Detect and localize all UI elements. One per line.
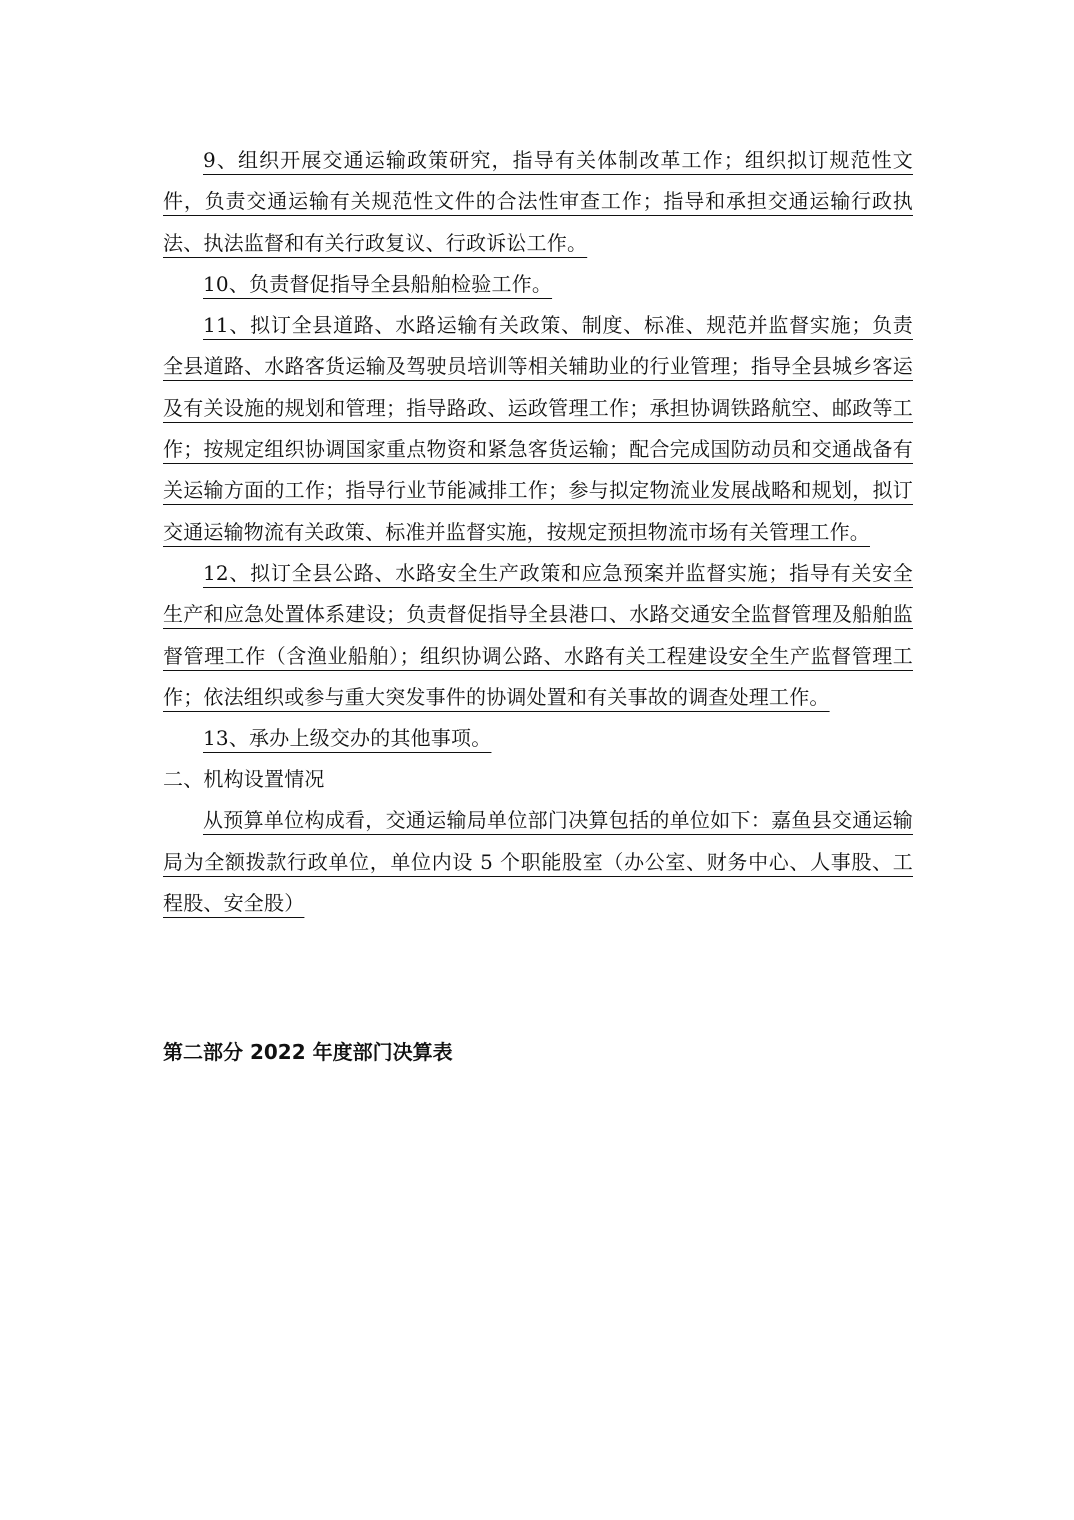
paragraph-text: 从预算单位构成看，交通运输局单位部门决算包括的单位如下：嘉鱼县交通运输局为全额拨款行政单位，单位内设 5 个职能股室（办公室、财务中心、人事股、工程股、安全股）	[163, 808, 913, 916]
paragraph-text: 13、承办上级交办的其他事项。	[203, 726, 492, 751]
paragraph-item-13	[163, 718, 913, 759]
document-body	[163, 140, 913, 924]
paragraph-org-units	[163, 800, 913, 924]
heading-org-setup: 二、机构设置情况	[163, 767, 325, 792]
paragraph-item-10	[163, 264, 913, 305]
paragraph-text: 9、组织开展交通运输政策研究，指导有关体制改革工作；组织拟订规范性文件，负责交通运输有关规范性文件的合法性审查工作；指导和承担交通运输行政执法、执法监督和有关行政复议、行政诉讼工作。	[163, 148, 913, 255]
paragraph-item-12	[163, 553, 913, 718]
paragraph-text: 10、负责督促指导全县船舶检验工作。	[203, 271, 553, 296]
paragraph-text: 11、拟订全县道路、水路运输有关政策、制度、标准、规范并监督实施；负责全县道路、水路客货运输及驾驶员培训等相关辅助业的行业管理；指导全县城乡客运及有关设施的规划和管理；指导路政、运政管理工作；承担协调铁路航空、邮政等工作；按规定组织协调国家重点物资和紧急客货运输；配合完成国防动员和交通战备有关运输方面的工作；指导行业节能减排工作；参与拟定物流业发展战略和规划，拟订交通运输物流有关政策、标准并监督实施，按规定预担物流市场有关管理工作。	[163, 313, 913, 544]
paragraph-item-11	[163, 305, 913, 553]
paragraph-item-9	[163, 140, 913, 264]
paragraph-text: 12、拟订全县公路、水路安全生产政策和应急预案并监督实施；指导有关安全生产和应急处置体系建设；负责督促指导全县港口、水路交通安全监督管理及船舶监督管理工作（含渔业船舶）；组织协调公路、水路有关工程建设安全生产监督管理工作；依法组织或参与重大突发事件的协调处置和有关事故的调查处理工作。	[163, 560, 913, 709]
part-two-title: 第二部分 2022 年度部门决算表	[163, 1040, 453, 1064]
